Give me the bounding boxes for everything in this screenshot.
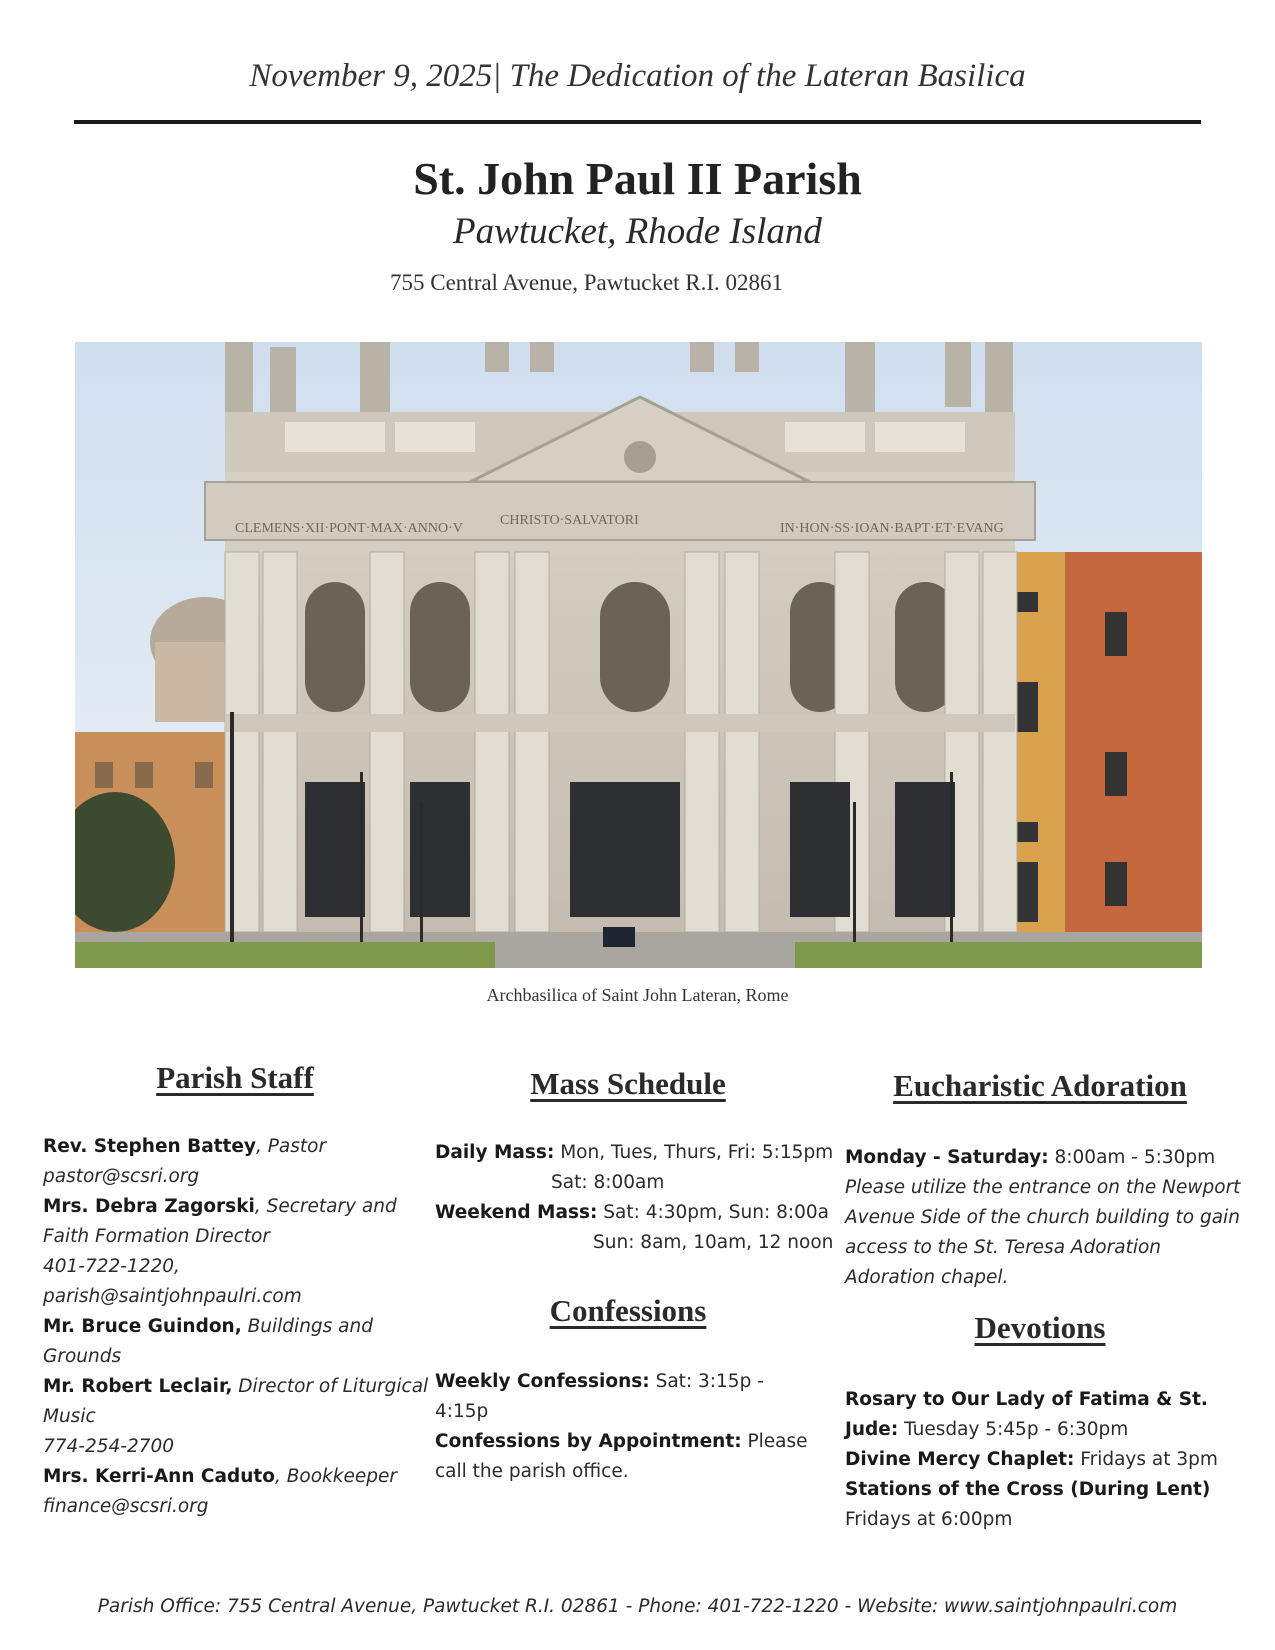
stations-time: Fridays at 6:00pm [845,1509,1013,1530]
weekend-mass-times: Sat: 4:30pm, Sun: 8:00a [597,1202,829,1223]
daily-mass-label: Daily Mass: [435,1142,555,1163]
bulletin-date-line: November 9, 2025| The Dedication of the Lateran Basilica [249,58,1026,94]
staff-email[interactable]: pastor@scsri.org [43,1166,200,1187]
inscription-right: IN·HON·SS·IOAN·BAPT·ET·EVANG [780,521,1004,536]
staff-entry [43,1372,443,1432]
basilica-photo [75,342,1202,968]
staff-phone[interactable]: 774-254-2700 [43,1436,175,1457]
divine-mercy-label: Divine Mercy Chaplet: [845,1449,1075,1470]
parish-staff-heading: Parish Staff [156,1060,314,1095]
rosary-label: Rosary to Our Lady of Fatima & St. Jude: [845,1389,1208,1440]
photo-caption: Archbasilica of Saint John Lateran, Rome [486,985,789,1005]
weekend-mass-label: Weekend Mass: [435,1202,598,1223]
divine-mercy-time: Fridays at 3pm [1074,1449,1218,1470]
adoration-info [845,1143,1245,1293]
staff-name: Mrs. Debra Zagorski [43,1196,255,1217]
staff-name: Mr. Robert Leclair, [43,1376,233,1397]
appointment-confessions-label: Confessions by Appointment: [435,1431,742,1452]
staff-name: Mrs. Kerri-Ann Caduto [43,1466,275,1487]
header-divider [74,120,1201,124]
inscription-left: CLEMENS·XII·PONT·MAX·ANNO·V [235,521,463,536]
parish-staff-list [43,1132,443,1522]
staff-role: Buildings and Grounds [43,1316,373,1367]
staff-entry [43,1462,443,1492]
staff-entry [43,1192,443,1252]
inscription-center: CHRISTO·SALVATORI [500,513,639,528]
rosary-time: Tuesday 5:45p - 6:30pm [898,1419,1129,1440]
staff-role: Director of Liturgical Music [43,1376,429,1427]
staff-role: , Secretary and Faith Formation Director [43,1196,397,1247]
adoration-note: Please utilize the entrance on the Newport Avenue Side of the church building to gain access to the St. Teresa Adoration Adoration chapel. [845,1177,1241,1288]
staff-entry [43,1312,443,1372]
weekly-confessions-time: Sat: 3:15p - 4:15p [435,1371,764,1422]
staff-entry [43,1132,443,1162]
staff-contact[interactable]: 401-722-1220, parish@saintjohnpaulri.com [43,1256,302,1307]
confessions-info [435,1367,815,1487]
footer-contact: Parish Office: 755 Central Avenue, Pawtucket R.I. 02861 - Phone: 401-722-1220 - Website: www.saintjohnpaulri.com [97,1596,1178,1617]
parish-city: Pawtucket, Rhode Island [453,211,822,252]
daily-mass-times: Mon, Tues, Thurs, Fri: 5:15pm [554,1142,834,1163]
staff-name: Rev. Stephen Battey [43,1136,256,1157]
stations-label: Stations of the Cross (During Lent) [845,1479,1211,1500]
mass-schedule-heading: Mass Schedule [530,1066,726,1101]
staff-email[interactable]: finance@scsri.org [43,1496,209,1517]
devotions-info [845,1385,1245,1535]
adoration-hours: 8:00am - 5:30pm [1048,1147,1216,1168]
daily-mass-saturday: Sat: 8:00am [551,1172,665,1193]
parish-address: 755 Central Avenue, Pawtucket R.I. 02861 [390,270,784,295]
confessions-heading: Confessions [549,1293,707,1328]
adoration-heading: Eucharistic Adoration [893,1068,1187,1103]
appointment-confessions-text: Please call the parish office. [435,1431,808,1482]
staff-role: , Bookkeeper [274,1466,397,1487]
adoration-days: Monday - Saturday: [845,1147,1049,1168]
weekly-confessions-label: Weekly Confessions: [435,1371,650,1392]
staff-role: , Pastor [255,1136,327,1157]
mass-schedule [435,1138,835,1258]
staff-name: Mr. Bruce Guindon, [43,1316,242,1337]
parish-name: St. John Paul II Parish [413,153,862,204]
devotions-heading: Devotions [974,1310,1106,1345]
weekend-mass-sunday: Sun: 8am, 10am, 12 noon [593,1232,834,1253]
